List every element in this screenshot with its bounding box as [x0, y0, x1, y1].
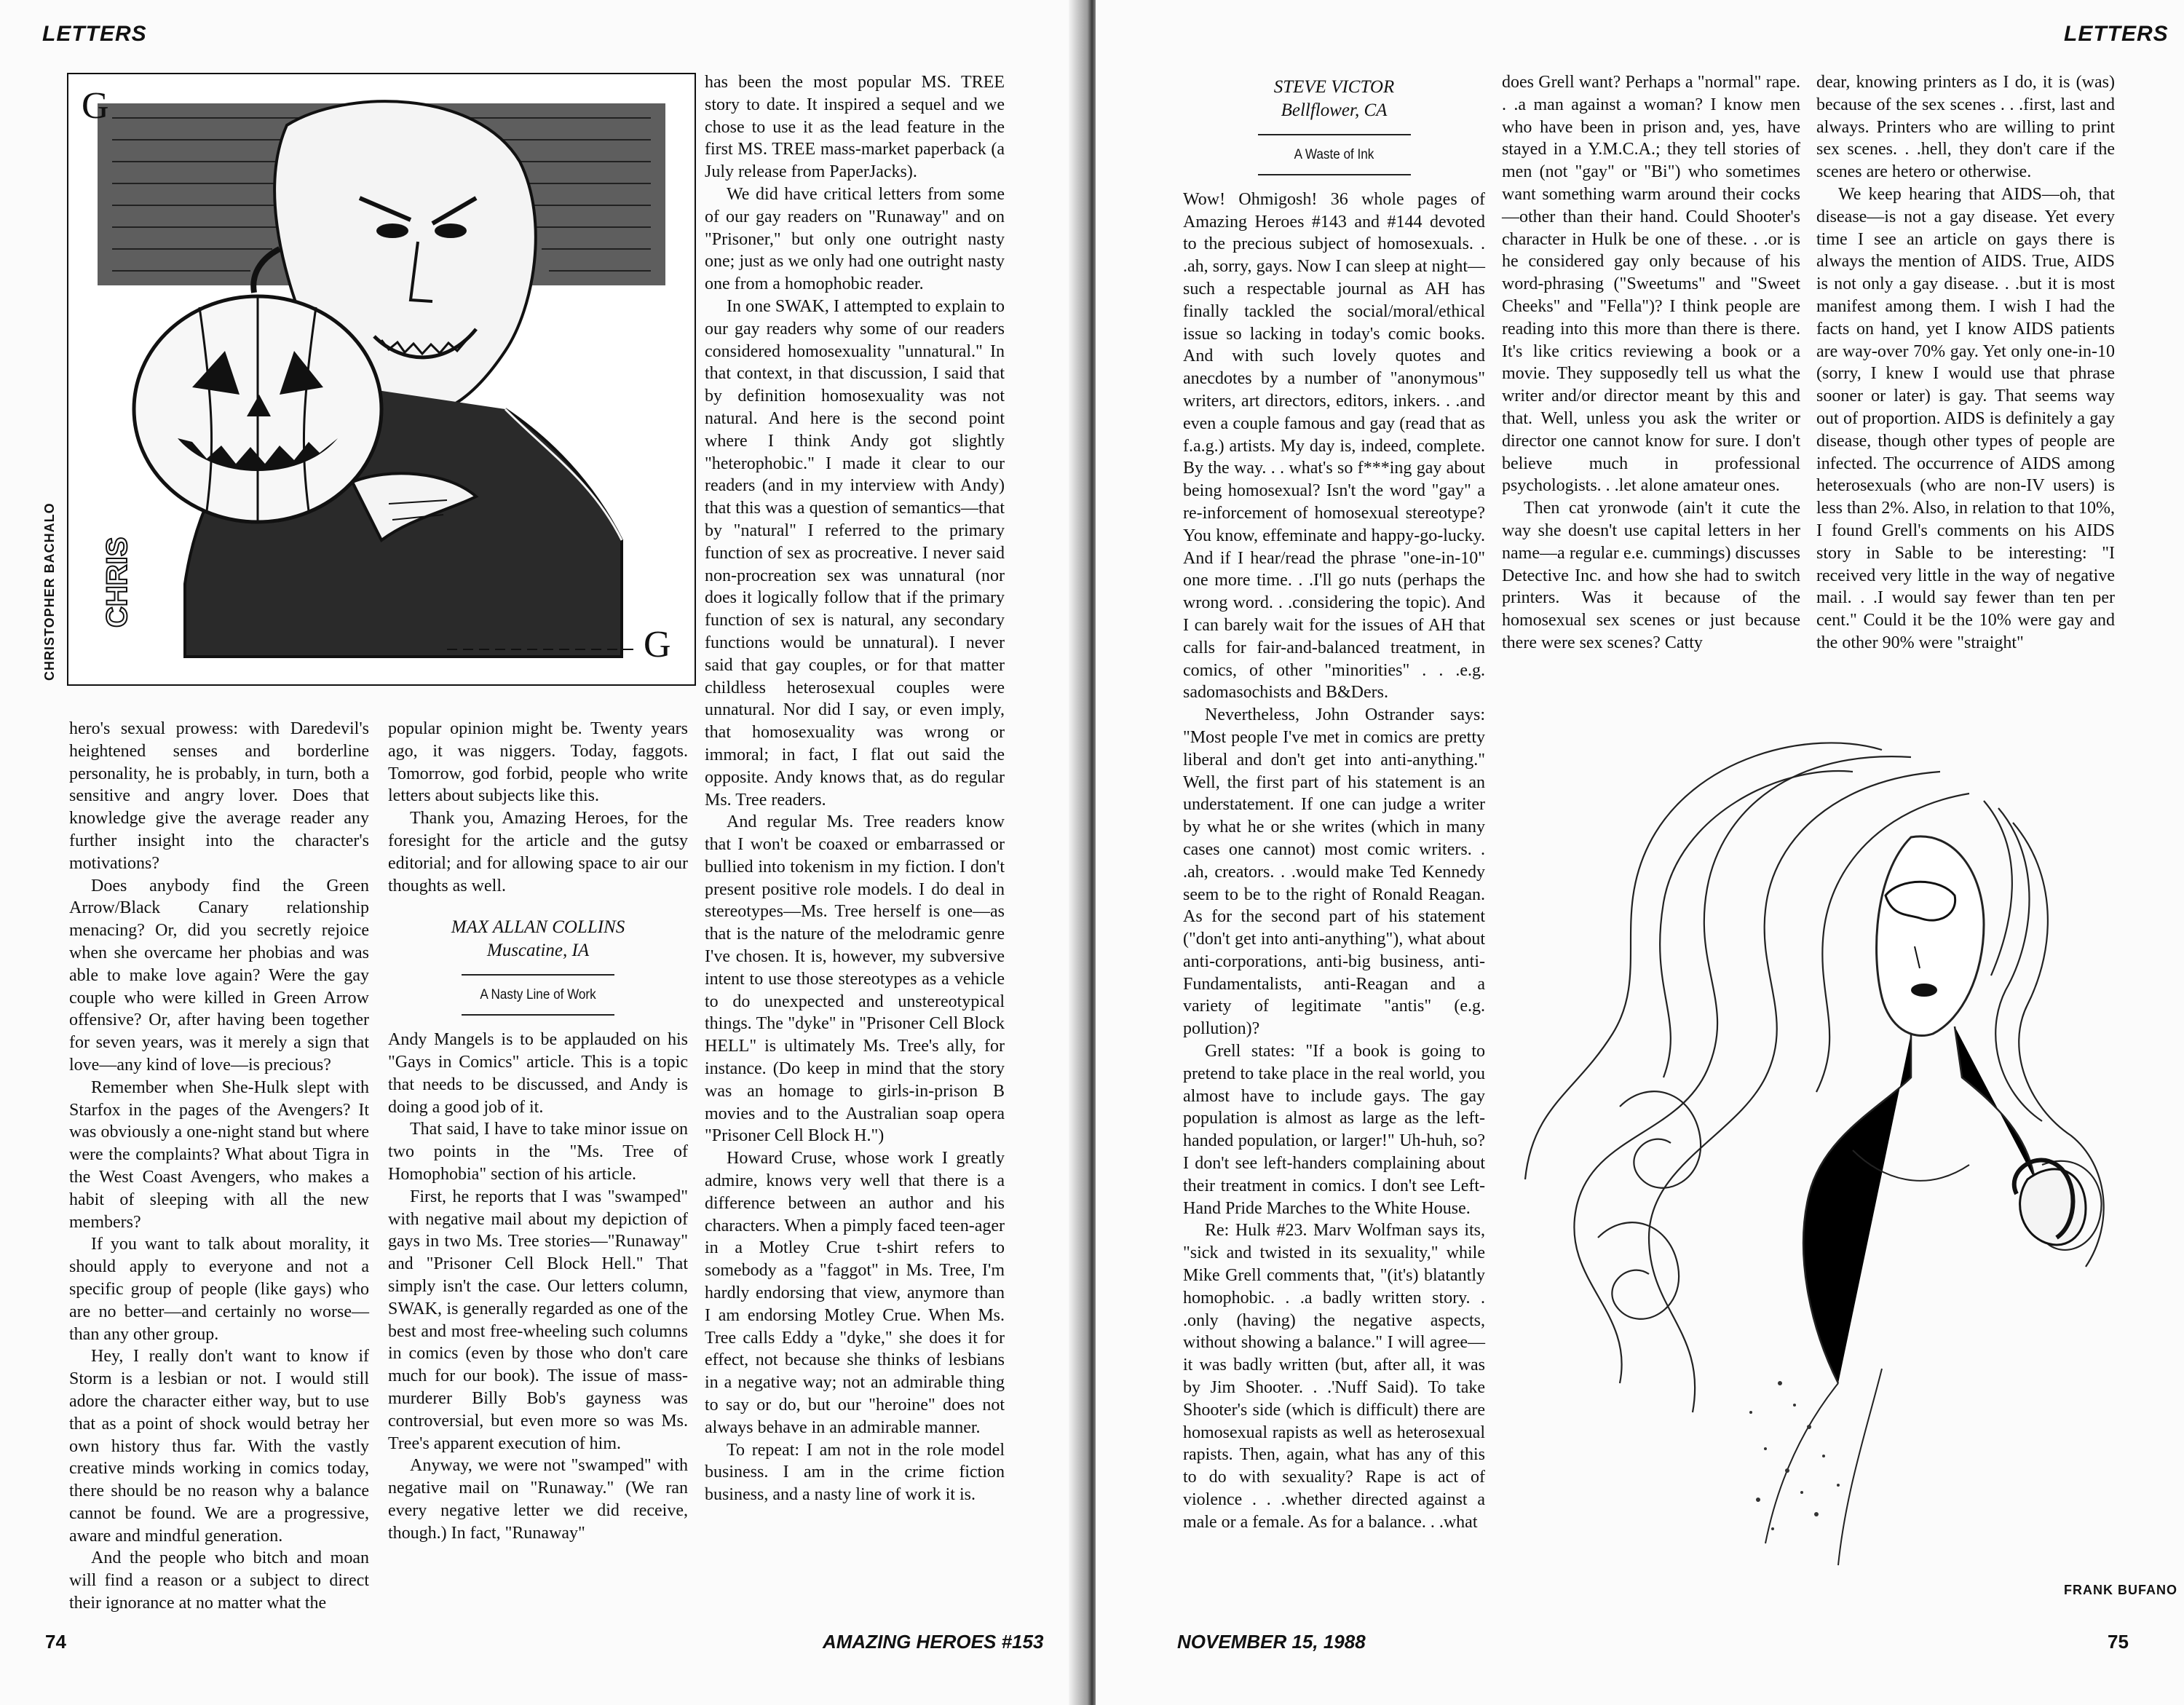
- writer-name: MAX ALLAN COLLINS: [451, 917, 625, 938]
- signature-block-collins: [388, 916, 688, 962]
- divider: [462, 974, 614, 976]
- section-header: LETTERS: [42, 22, 147, 46]
- masked-woman-drawing: [1503, 728, 2129, 1587]
- pumpkin-figure-drawing: [68, 74, 695, 684]
- art-credit-bachalo: CHRISTOPHER BACHALO: [42, 502, 57, 681]
- letter-subhead: A Waste of Ink: [1294, 147, 1374, 162]
- letter-column-3: has been the most popular MS. TREE story to date. It inspired a sequel and we chose to use it as the lead feature in the first MS. TREE mass-market paperback (a July release from PaperJacks). We did have critical letters from some of our gay readers on "Runaway" and on "Prisoner," but only one outright nasty one; just as we only had one outright nasty one from a homophobic reader. In one SWAK, I attempted to explain to our gay readers why some of our readers considered homosexuality "unnatural." In that context, in that discussion, I said that by definition homosexuality was not natural. And here is the second point where I think Andy got slightly "heterophobic." I made it clear to our readers (and in my interview with Andy) that this was a question of semantics—that by "natural" I referred to the primary function of sex as procreative. I never said non-procreation sex was unnatural (nor does it logically follow that if the primary function of sex is natural, any secondary functions would be unnatural). I never said that gay couples, or for that matter childless heterosexual couples were unnatural. Nor did I say, or even imply, that homosexuality was wrong or immoral; in fact, I flat out said the opposite. Andy knows that, as do regular Ms. Tree readers. And regular Ms. Tree readers know that I won't be coaxed or embarrassed or bullied into tokenism in my fiction. I don't present positive role models. I do deal in stereotypes—Ms. Tree herself is one—as that is the nature of the melodramic genre I've chosen. It is, however, my subversive intent to use those stereotypes as a vehicle to do unexpected and unstereotypical things. The "dyke" in "Prisoner Cell Block HELL" is ultimately Ms. Tree's ally, for instance. (Do keep in mind that the story was an homage to girls-in-prison B movies and to the Australian soap opera "Prisoner Cell Block H.") Howard Cruse, whose work I greatly admire, knows very well that there is a difference between an author and his characters. When a pimply faced teen-ager in a Motley Crue t-shirt refers to somebody as a "faggot" in Ms. Tree, I'm hardly endorsing that view, anymore than I am endorsing Motley Crue. When Ms. Tree calls Eddy a "dyke," she does it for effect, not because she thinks of lesbians in a negative way; not an admirable thing to say or do, but our "heroine" does not always behave in an admirable manner. To repeat: I am not in the role model business. I am in the crime fiction business, and a nasty line of work it is.: [705, 73, 1005, 1505]
- magazine-issue: AMAZING HEROES #153: [823, 1631, 1044, 1653]
- page-number: 75: [2108, 1631, 2129, 1653]
- right-page: [1096, 0, 2184, 1705]
- section-header: LETTERS: [2064, 22, 2169, 46]
- left-page: [0, 0, 1088, 1705]
- divider: [462, 1014, 614, 1016]
- letter-column-1: STEVE VICTOR Bellflower, CA A Waste of Ink Wow! Ohmigosh! 36 whole pages of Amazing Heroes #143 and #144 devoted to the precious subject of homosexuals. . .ah, sorry, gays. Now I can sleep at night—such a respectable journal as AH has finally tackled the social/moral/ethical issue so lacking in today's comic books. And with such lovely quotes and anecdotes by a number of "anonymous" writers, art directors, editors, inkers. . .and even a couple famous and gay (read that as f.a.g.) artists. My day is, indeed, complete. By the way. . . what's so f***ing gay about being homosexual? Isn't the word "gay" a re-inforcement of homosexual stereotype? You know, effeminate and happy-go-lucky. And if I hear/read the phrase "one-in-10" one more time. . .I'll go nuts (perhaps the wrong word. . .considering the topic). And I can barely wait for the issues of AH that calls for fair-and-balanced treatment, in comics, of other "minorities" . . .e.g. sadomasochists and B&Ders. Nevertheless, John Ostrander says: "Most people I've met in comics are pretty liberal and don't get into anti-anything." Well, the first part of his statement is an understatement. If one can judge a writer by what he or she writes (which in many cases one cannot) most comic writers. . .ah, creators. . .would make Ted Kennedy seem to be to the right of Ronald Reagan. As for the second part of his statement ("don't get into anti-anything"), what about anti-corporations, anti-big business, anti-Fundamentalists, anti-Reagan and a variety of legitimate "antis" (e.g. pollution)? Grell states: "If a book is going to pretend to take place in the real world, you almost have to include gays. The gay population is almost as large as the left-handed population, or larger!" Uh-huh, so? I don't see left-handers complaining about their treatment in comics. I don't see Left-Hand Pride Marches to the White House. Re: Hulk #23. Marv Wolfman says its, "sick and twisted in its sexuality," while Mike Grell comments that, "(it's) blatantly homophobic. . .a badly written story. . .only (having) the negative aspects, without showing a balance." I will agree—it was badly written (but, after all, it was by Jim Shooter. . .'Nuff Said). To take Shooter's side (which is difficult) there are homosexual rapists as well as heterosexual rapists. Then, again, what has any of this to do with sexuality? Rape is act of violence . . .whether directed against a male or a female. As for a balance. . .what: [1183, 77, 1485, 1532]
- letter-subhead: A Nasty Line of Work: [480, 987, 596, 1003]
- signature-block-victor: [1183, 76, 1485, 122]
- art-credit-bufano: FRANK BUFANO: [2064, 1583, 2177, 1597]
- divider: [1258, 174, 1411, 175]
- letter-column-1: hero's sexual prowess: with Daredevil's heightened senses and borderline personality, he is probably, in turn, both a sensitive and angry lover. Does that knowledge give the average reader any further insight into the character's motivations? Does anybody find the Green Arrow/Black Canary relationship menacing? Or, did you secretly rejoice when she overcame her phobias and was able to make love again? Were the gay couple who were killed in Green Arrow offensive? Or, after having been together for seven years, was it merely a sign that love—any kind of love—is precious? Remember when She-Hulk slept with Starfox in the pages of the Avengers? It was obviously a one-night stand but where were the complaints? What about Tigra in the West Coast Avengers, who makes a habit of sleeping with all the new members? If you want to talk about morality, it should apply to everyone and not a specific group of people (like gays) who are no better—and certainly no worse—than any other group. Hey, I really don't want to know if Storm is a lesbian or not. I would still adore the character either way, but to use that as a point of shock would betray her own history thus far. With the vastly creative minds working in comics today, there should be no reason why a balance cannot be found. We are a progressive, aware and mindful generation. And the people who bitch and moan will find a reason or a subject to direct their ignorance at no matter what the: [69, 719, 369, 1613]
- letter-column-2: popular opinion might be. Twenty years ago, it was niggers. Today, faggots. Tomorrow, god forbid, people who write letters about subjects like this. Thank you, Amazing Heroes, for the foresight for the article and the gutsy editorial; and for allowing space to air our thoughts as well. MAX ALLAN COLLINS Muscatine, IA A Nasty Line of Work Andy Mangels is to be applauded on his "Gays in Comics" article. This is a topic that needs to be discussed, and Andy is doing a good job of it. That said, I have to take minor issue on two points in the "Ms. Tree of Homophobia" section of his article. First, he reports that I was "swamped" with negative mail about my depiction of gays in two Ms. Tree stories—"Runaway" and "Prisoner Cell Block Hell." That simply isn't the case. Our letters column, SWAK, is generally regarded as one of the best and most free-wheeling such columns in comics (even by those who don't care much for our book). The issue of mass-murderer Billy Bob's gayness was controversial, but even more so was Ms. Tree's apparent execution of him. Anyway, we were not "swamped" with negative mail on "Runaway." (We ran every negative letter we did receive, though.) In fact, "Runaway": [388, 719, 688, 1543]
- svg-text:G: G: [82, 85, 109, 127]
- page-number: 74: [45, 1631, 66, 1653]
- issue-date: NOVEMBER 15, 1988: [1177, 1631, 1366, 1653]
- illustration-pumpkin-figure: [67, 73, 696, 686]
- illustration-masked-woman: [1503, 728, 2129, 1587]
- writer-location: Bellflower, CA: [1281, 100, 1388, 120]
- writer-location: Muscatine, IA: [486, 941, 590, 961]
- writer-name: STEVE VICTOR: [1273, 77, 1395, 97]
- artist-signature: CHRIS: [101, 537, 133, 628]
- letter-column-3: dear, knowing printers as I do, it is (was) because of the sex scenes . . .first, last and always. Printers who are willing to print sex scenes. . .hell, they don't care if the scenes are hetero or otherwise. We keep hearing that AIDS—oh, that disease—is not a gay disease. Yet every time I see an article on gays there is always the mention of AIDS. True, AIDS is not only a gay disease. . .but it is most manifest among them. I wish I had the facts on hand, yet I know AIDS patients are way-over 70% gay. Yet only one-in-10 (sorry, I knew I would use that phrase sooner or later) is gay. That seems way out of proportion. AIDS is definitely a gay disease, though other types of people are infected. The occurrence of AIDS among heterosexuals (who are non-IV users) is less than 2%. Also, in relation to that 10%, I found Grell's comments on his AIDS story in Sable to be interesting: "I received very little in the way of negative mail. . .I would say fewer than ten per cent." Could it be the 10% were gay and the other 90% were "straight": [1816, 73, 2115, 652]
- svg-text:G: G: [644, 624, 671, 665]
- letter-column-2: does Grell want? Perhaps a "normal" rape. . .a man against a woman? I know men who have been in prison and, yes, have stayed in a Y.M.C.A.; they tell stories of men (not "gay" or "Bi") who sometimes want something warm around their cocks—other than their hand. Could Shooter's character in Hulk be one of these. . .or is he considered gay only because of his word-phrasing ("Sweetums" and "Sweet Cheeks" and "Fella")? I think people are reading into this more than there is there. It's like critics reviewing a book or a movie. They supposedly tell us what the writer and/or director meant by this and that. Well, unless you ask the writer or director one cannot know for sure. I don't believe much in professional psychologists. . .let alone amateur ones. Then cat yronwode (ain't it cute the way she doesn't use capital letters in her name—a regular e.e. cummings) discusses Detective Inc. and how she had to switch printers. Was it because of the homosexual sex scenes or just because there were sex scenes? Catty: [1502, 73, 1800, 652]
- divider: [1258, 134, 1411, 135]
